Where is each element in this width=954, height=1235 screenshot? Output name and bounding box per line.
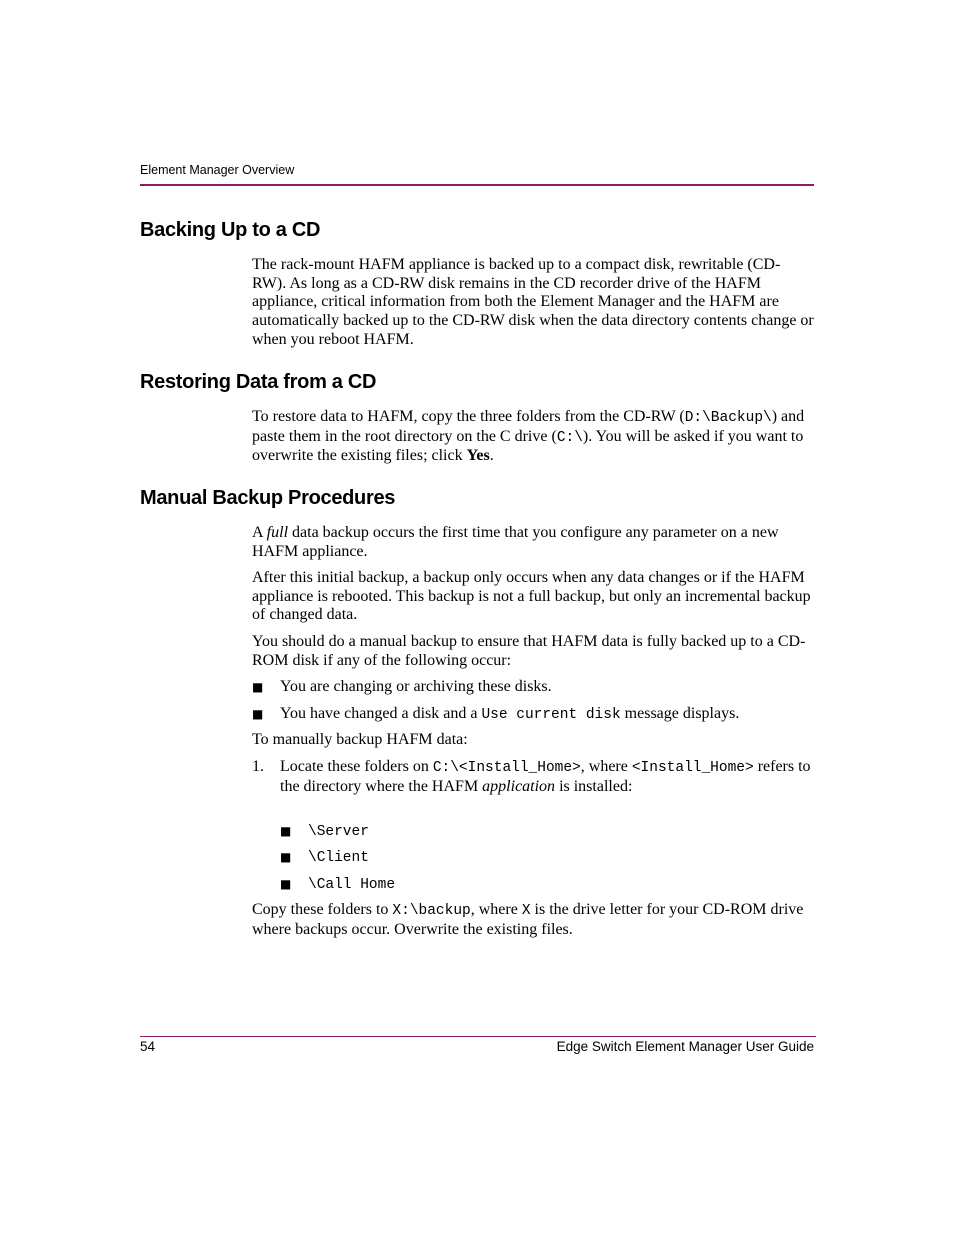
footer-rule [140,1036,816,1037]
code-install-home: <Install_Home> [631,760,754,776]
restoring-text-4: . [489,447,494,465]
bullet-item-1 [252,678,552,696]
step-number: 1. [252,758,264,775]
step-1-text [280,758,814,796]
page-number: 54 [140,1039,156,1054]
code-x-backup: X:\backup [392,903,471,919]
manual-text-2: After this initial backup, a backup only occurs when any data changes or if the HAFM appliance is rebooted. This backup is not a full backup, but only an incremental backup of changed data. [252,569,811,624]
restoring-text [252,408,814,466]
manual-text-5 [252,901,814,939]
manual-paragraph-3 [252,633,814,670]
restoring-text-3: ). You will be asked if you want to overwrite the existing files; click [252,427,804,465]
manual-text-4: To manually backup HAFM data: [252,731,468,748]
manual-text-1b: data backup occurs the first time that you configure any parameter on a new HAFM appliance. [252,524,779,560]
bullet-square-icon: ■ [280,850,292,864]
footer-guide-title: Edge Switch Element Manager User Guide [556,1039,814,1054]
bullet-text-2b: message displays. [620,705,740,722]
full-emphasis: full [266,524,289,541]
folder-call-home: \Call Home [308,877,396,893]
backing-text: The rack-mount HAFM appliance is backed up to a compact disk, rewritable (CD-RW). As long as a CD-RW disk remains in the CD recorder drive of the HAFM appliance, critical information from both the Element Manager and the HAFM are automatically backed up to the CD-RW disk when the data directory contents change or when you reboot HAFM. [252,256,814,348]
bullet-square-icon: ■ [280,824,292,838]
step-text-b: , where [580,758,632,775]
manual-text-3: You should do a manual backup to ensure that HAFM data is fully backed up to a CD-ROM disk if any of the following occur: [252,633,806,669]
manual-text-5a: Copy these folders to [252,901,393,918]
bullet-text-2a: You have changed a disk and a [280,705,482,722]
manual-text-5b: , where [470,901,522,918]
manual-text-1 [252,524,814,561]
code-x: X [521,903,531,919]
step-text-a: Locate these folders on [280,758,433,775]
folder-client: \Client [308,850,369,866]
step-text-c: refers to the directory where the HAFM [280,758,811,795]
restoring-text-1: To restore data to HAFM, copy the three folders from the CD-RW ( [252,408,685,425]
code-use-current-disk: Use current disk [481,707,621,723]
code-c-drive: C:\ [556,429,583,446]
yes-bold: Yes [466,447,490,465]
bullet-square-icon: ■ [280,877,292,891]
heading-restoring: Restoring Data from a CD [140,371,377,393]
folder-server: \Server [308,824,369,840]
heading-manual-backup: Manual Backup Procedures [140,487,396,509]
running-header: Element Manager Overview [140,163,295,177]
manual-paragraph-1 [252,524,814,561]
folder-item-call-home [280,875,395,893]
bullet-item-2 [252,705,739,723]
restoring-paragraph [252,408,814,466]
folder-item-server [280,822,369,840]
application-emphasis: application [482,777,556,795]
bullet-square-icon: ■ [252,680,264,694]
restoring-text-2: ) and paste them in the root directory on the C drive ( [252,408,805,445]
manual-text-5c: is the drive letter for your CD-ROM drive where backups occur. Overwrite the existing files. [252,901,804,938]
manual-paragraph-2 [252,569,814,625]
code-backup-path: D:\Backup\ [684,410,772,426]
code-install-home-path: C:\<Install_Home> [432,760,581,776]
step-text-d: is installed: [555,777,633,795]
folder-item-client [280,848,369,866]
backing-paragraph [252,256,814,350]
heading-backing-up: Backing Up to a CD [140,219,321,241]
bullet-square-icon: ■ [252,707,264,721]
manual-paragraph-5 [252,901,814,939]
manual-paragraph-4 [252,731,814,750]
header-rule [140,184,814,186]
manual-text-1a: A [252,524,267,541]
bullet-text-1: You are changing or archiving these disks. [280,678,552,695]
